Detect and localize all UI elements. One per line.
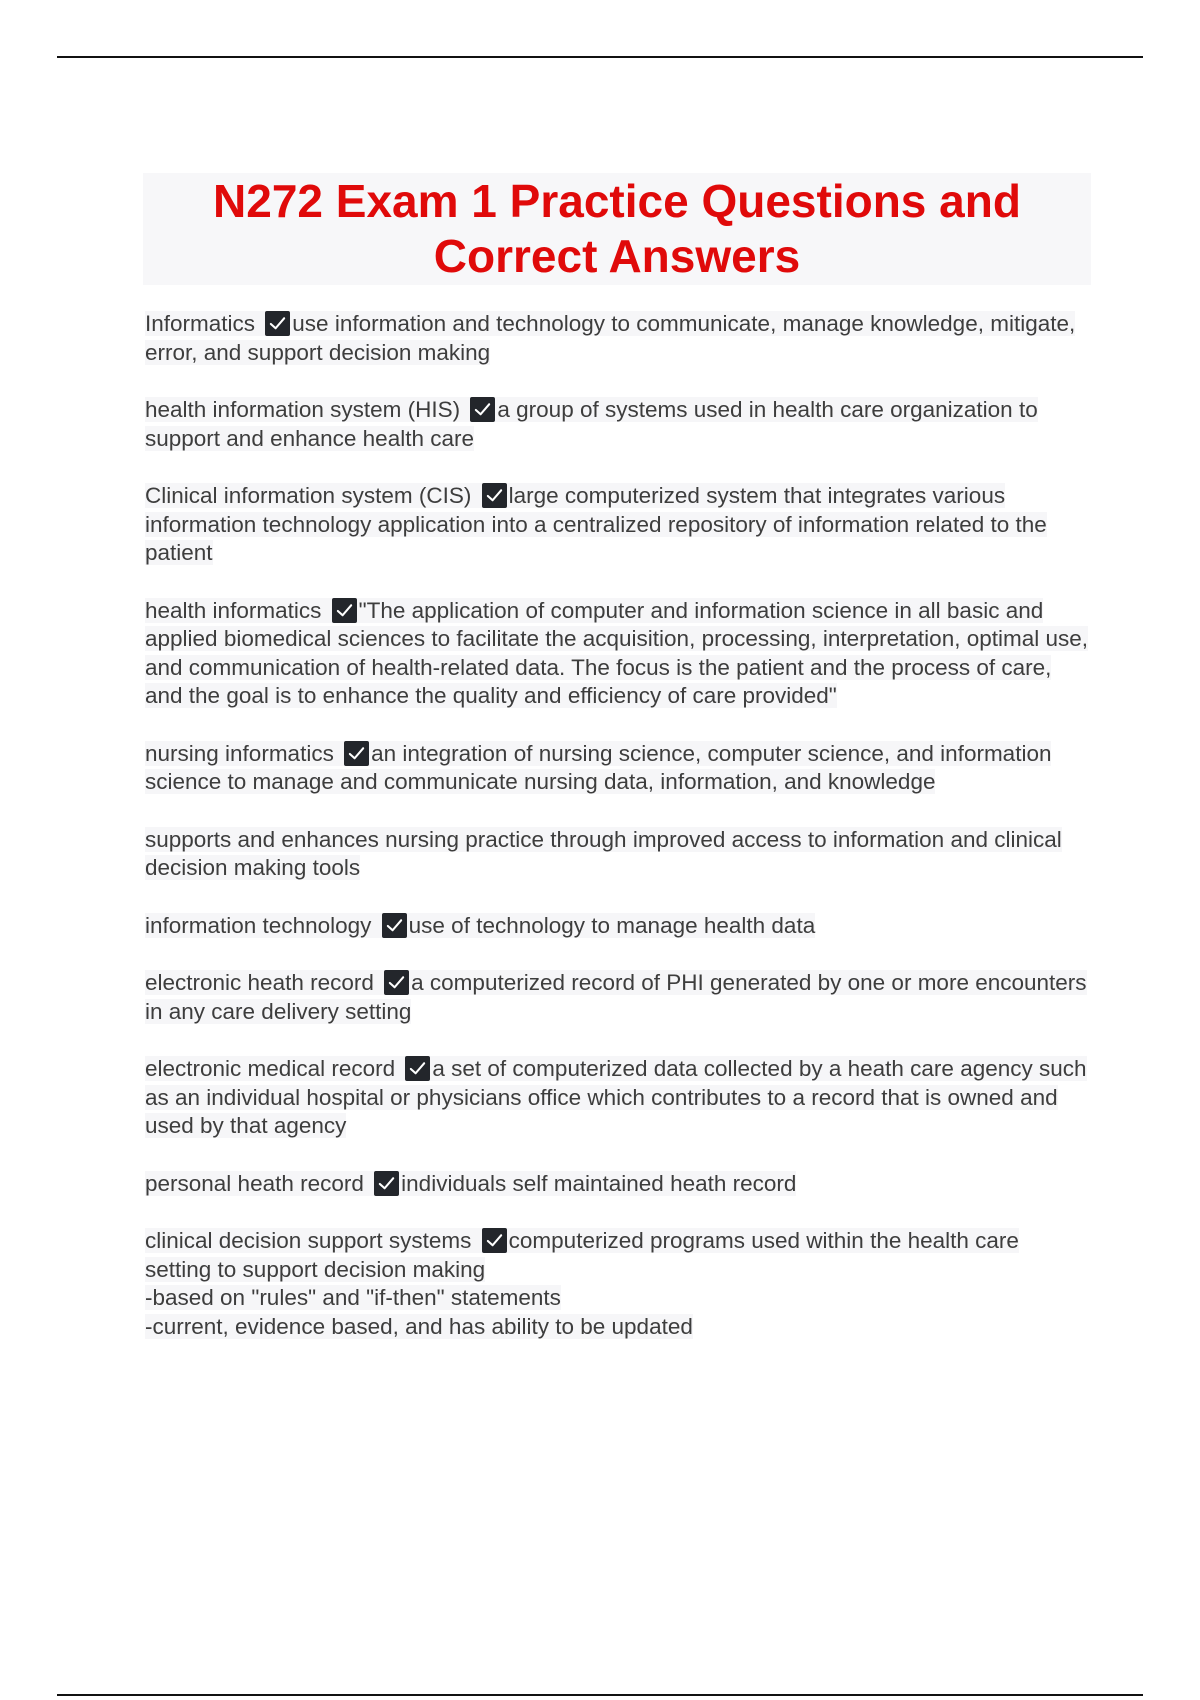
entry-term: health information system (HIS) [145, 397, 461, 422]
title-banner [143, 173, 1091, 285]
entry-personal-heath-record [145, 1170, 1090, 1199]
entry-definition: individuals self maintained heath record [401, 1170, 797, 1196]
document-title: N272 Exam 1 Practice Questions and Correct Answers [213, 175, 1021, 282]
entry-term: clinical decision support systems [145, 1228, 472, 1253]
entry-nursing-informatics [145, 740, 1090, 797]
entry-his [145, 396, 1090, 453]
entry-text: supports and enhances nursing practice through improved access to information and clinical decision making tools [145, 826, 1062, 880]
entry-definition: a set of computerized data collected by a heath care agency such as an individual hospital or physicians office which contributes to a record that is owned and used by that agency [145, 1056, 1087, 1138]
entry-definition: a computerized record of PHI generated by one or more encounters in any care delivery setting [145, 970, 1087, 1024]
check-box-icon [374, 1171, 399, 1196]
check-box-icon [405, 1056, 430, 1081]
entry-health-informatics [145, 597, 1090, 711]
entry-definition: use information and technology to communicate, manage knowledge, mitigate, error, and support decision making [145, 311, 1076, 365]
entry-definition: use of technology to manage health data [408, 912, 816, 938]
entry-term: electronic medical record [145, 1056, 396, 1081]
check-box-icon [265, 311, 290, 336]
entry-subline: -based on "rules" and "if-then" statements [145, 1285, 561, 1310]
entry-list [145, 310, 1090, 1370]
check-box-icon [332, 598, 357, 623]
entry-term: Informatics [145, 311, 256, 336]
entry-term: electronic heath record [145, 970, 374, 995]
entry-informatics [145, 310, 1090, 367]
entry-definition: an integration of nursing science, computer science, and information science to manage and communicate nursing data, information, and knowledge [145, 740, 1052, 794]
check-box-icon [344, 741, 369, 766]
entry-definition: computerized programs used within the health care setting to support decision making [145, 1228, 1019, 1282]
entry-term: health informatics [145, 597, 322, 623]
entry-subline: -current, evidence based, and has ability to be updated [145, 1313, 693, 1339]
check-box-icon [382, 913, 407, 938]
entry-term: information technology [145, 912, 372, 938]
check-box-icon [384, 970, 409, 995]
entry-term: Clinical information system (CIS) [145, 483, 472, 508]
entry-clinical-decision-support [145, 1227, 1090, 1341]
entry-information-technology [145, 912, 1090, 941]
entry-term: nursing informatics [145, 740, 334, 766]
check-box-icon [482, 483, 507, 508]
entry-definition: "The application of computer and information science in all basic and applied biomedical sciences to facilitate the acquisition, processing, interpretation, optimal use, and communication of health-related data. The focus is the patient and the process of care, and the goal is to enhance the quality and efficiency of care provided" [145, 597, 1089, 708]
entry-definition: a group of systems used in health care organization to support and enhance health care [145, 397, 1038, 451]
check-box-icon [482, 1228, 507, 1253]
entry-definition: large computerized system that integrates various information technology application into a centralized repository of information related to the patient [145, 483, 1047, 565]
entry-electronic-medical-record [145, 1055, 1090, 1141]
entry-cis [145, 482, 1090, 568]
top-rule [57, 56, 1143, 58]
check-box-icon [470, 397, 495, 422]
entry-term: personal heath record [145, 1170, 364, 1196]
entry-electronic-heath-record [145, 969, 1090, 1026]
entry-nursing-practice-note [145, 826, 1090, 883]
bottom-rule [57, 1694, 1143, 1696]
